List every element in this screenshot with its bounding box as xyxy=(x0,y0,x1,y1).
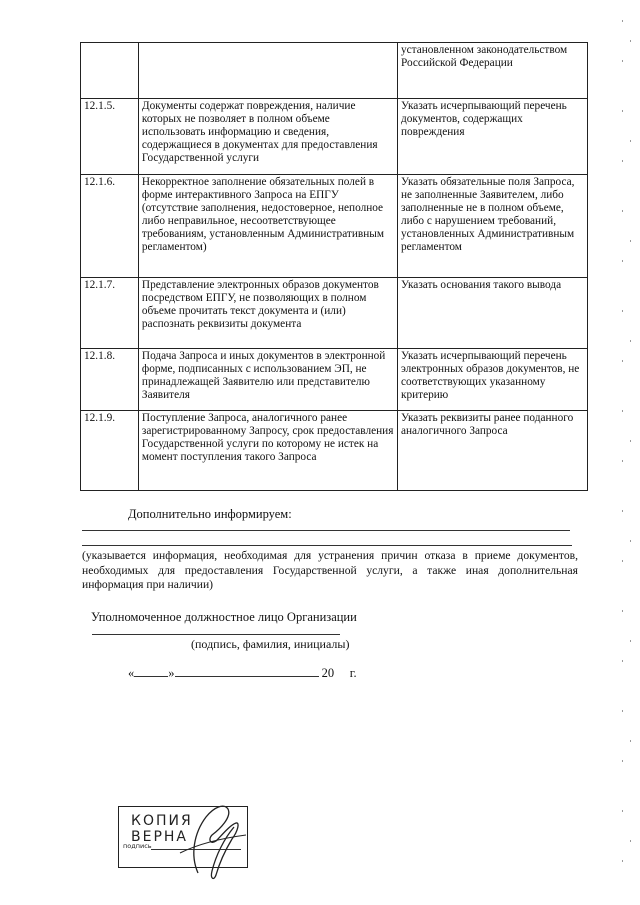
fill-in-line xyxy=(82,545,572,546)
table-row xyxy=(81,99,588,175)
row-action: Указать основания такого вывода xyxy=(397,278,587,349)
row-number xyxy=(81,43,139,99)
date-line xyxy=(128,666,357,681)
stamp-title: КОПИЯ ВЕРНА xyxy=(131,813,193,845)
table-row xyxy=(81,175,588,278)
refusal-reasons-table xyxy=(80,42,588,491)
page-edge-marks xyxy=(616,0,640,905)
month-blank xyxy=(175,666,319,677)
date-close-quote: » xyxy=(168,666,175,680)
row-action: установленном законодательством Российской Федерации xyxy=(397,43,587,99)
row-description: Некорректное заполнение обязательных полей в форме интерактивного Запроса на ЕПГУ (отсутствие заполнения, недостоверное, неполное либо неправильное, несоответствующее требованиям, установленным Административным регламентом) xyxy=(138,175,397,278)
row-description: Поступление Запроса, аналогичного ранее зарегистрированному Запросу, срок предоставления Государственной услуги по которому не истек на момент поступления такого Запроса xyxy=(138,411,397,491)
row-description: Представление электронных образов документов посредством ЕПГУ, не позволяющих в полном объеме прочитать текст документа и (или) распознать реквизиты документа xyxy=(138,278,397,349)
date-open-quote: « xyxy=(128,666,135,680)
day-blank xyxy=(134,666,168,677)
row-number: 12.1.9. xyxy=(81,411,139,491)
additional-info-label: Дополнительно информируем: xyxy=(128,507,292,521)
stamp-signature-label: подпись xyxy=(123,842,152,850)
row-description: Подача Запроса и иных документов в электронной форме, подписанных с использованием ЭП, не принадлежащей Заявителю или представителю Заявителя xyxy=(138,349,397,411)
row-number: 12.1.8. xyxy=(81,349,139,411)
table-row xyxy=(81,349,588,411)
row-action: Указать исчерпывающий перечень электронных образов документов, не соответствующих указанному критерию xyxy=(397,349,587,411)
row-description xyxy=(138,43,397,99)
signature-caption: (подпись, фамилия, инициалы) xyxy=(191,637,350,651)
table-row xyxy=(81,43,588,99)
year-prefix: 20 xyxy=(321,666,335,680)
row-number: 12.1.6. xyxy=(81,175,139,278)
handwritten-signature xyxy=(150,795,260,885)
row-action: Указать реквизиты ранее поданного аналогичного Запроса xyxy=(397,411,587,491)
row-number: 12.1.5. xyxy=(81,99,139,175)
table-row xyxy=(81,411,588,491)
table-row xyxy=(81,278,588,349)
row-action: Указать обязательные поля Запроса, не заполненные Заявителем, либо заполненные не в полном объеме, либо с нарушением требований, установленных Административным регламентом xyxy=(397,175,587,278)
year-suffix: г. xyxy=(349,666,357,680)
fill-in-line xyxy=(82,530,570,531)
official-label: Уполномоченное должностное лицо Организации xyxy=(91,610,357,624)
row-number: 12.1.7. xyxy=(81,278,139,349)
row-action: Указать исчерпывающий перечень документов, содержащих повреждения xyxy=(397,99,587,175)
signature-line xyxy=(92,634,340,635)
additional-info-note: (указывается информация, необходимая для устранения причин отказа в приеме документов, необходимых для предоставления Государственной услуги, а также иная дополнительная информация при наличии) xyxy=(82,549,578,591)
row-description: Документы содержат повреждения, наличие которых не позволяет в полном объеме использовать информацию и сведения, содержащиеся в документах для предоставления Государственной услуги xyxy=(138,99,397,175)
